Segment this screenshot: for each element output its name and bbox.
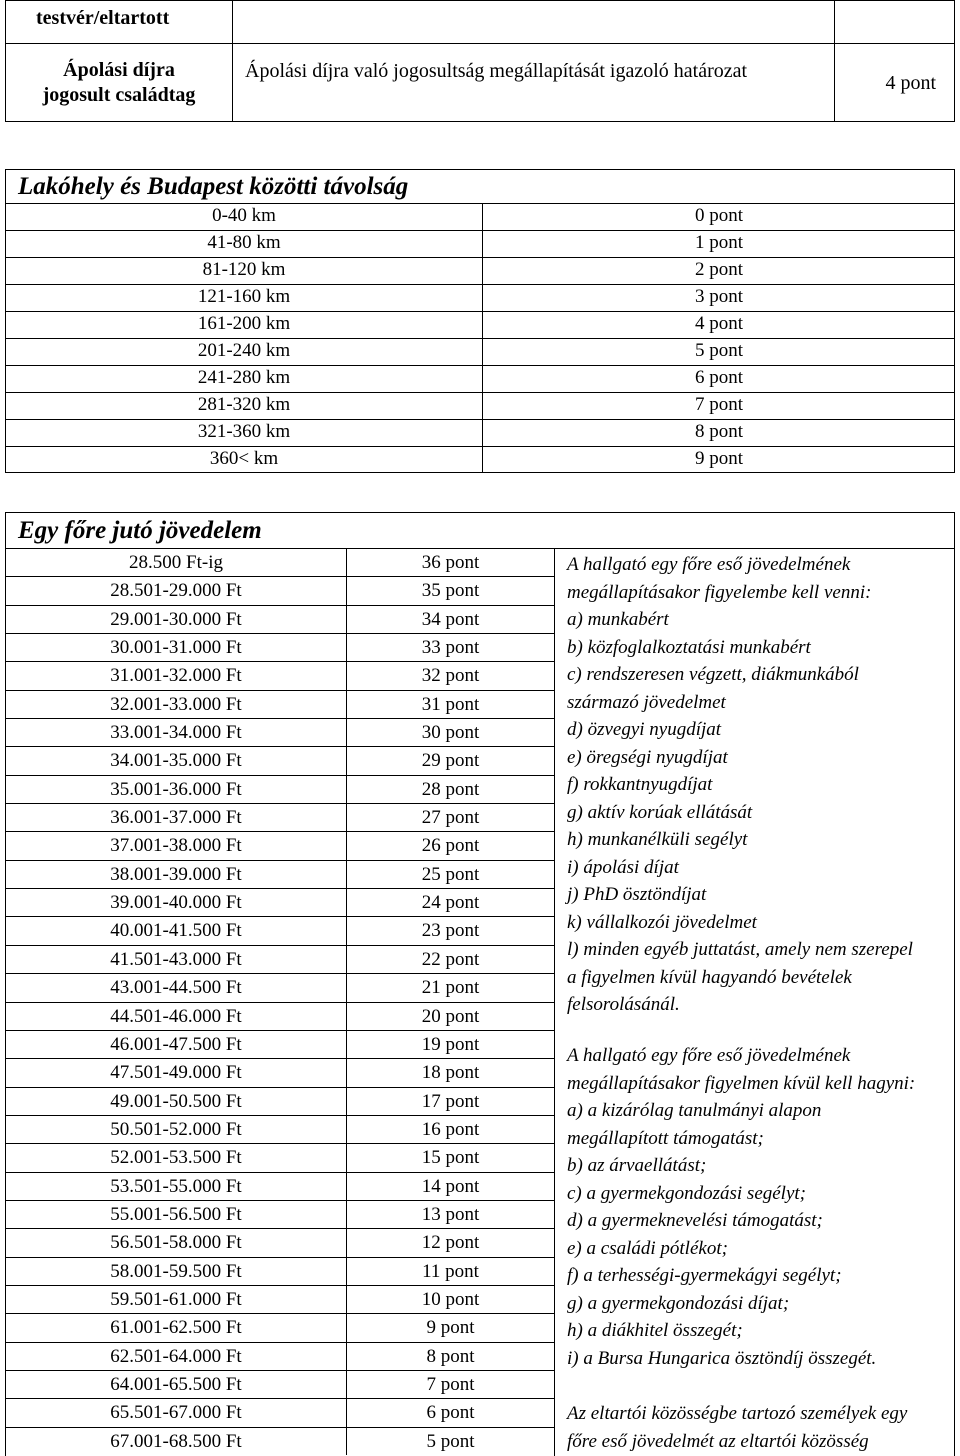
distance-row <box>6 338 954 365</box>
income-rows <box>6 548 554 1455</box>
note-line: i) ápolási díjat <box>567 856 679 878</box>
income-row <box>6 661 554 689</box>
income-points: 14 pont <box>347 1172 554 1200</box>
note-line: d) özvegyi nyugdíjat <box>567 719 722 740</box>
note-line: a) munkabért <box>567 609 669 630</box>
income-title: Egy főre jutó jövedelem <box>18 517 262 544</box>
note-line: felsorolásánál. <box>567 994 680 1015</box>
header-tag: testvér/eltartott <box>36 7 170 29</box>
header-row-top <box>6 1 954 44</box>
income-row <box>6 1342 554 1370</box>
income-range: 58.001-59.500 Ft <box>6 1257 347 1285</box>
income-row <box>6 1087 554 1115</box>
income-range: 40.001-41.500 Ft <box>6 916 347 944</box>
income-range: 33.001-34.000 Ft <box>6 718 347 746</box>
header-category-cell <box>6 44 233 121</box>
note-line: megállapításakor figyelmen kívül kell hagyni: <box>567 1072 916 1094</box>
distance-range: 241-280 km <box>197 367 291 388</box>
income-row <box>6 633 554 661</box>
income-points: 35 pont <box>347 576 554 604</box>
income-points: 15 pont <box>347 1143 554 1171</box>
income-table <box>5 512 955 1456</box>
income-row <box>6 973 554 1001</box>
note-line: származó jövedelmet <box>567 691 726 713</box>
header-description-cell <box>233 44 835 121</box>
distance-range: 121-160 km <box>197 286 291 307</box>
note-line: A hallgató egy főre eső jövedelmének <box>567 554 851 575</box>
distance-points: 9 pont <box>482 447 955 473</box>
income-points: 17 pont <box>347 1087 554 1115</box>
note-line: a) a kizárólag tanulmányi alapon <box>567 1100 822 1121</box>
distance-points: 2 pont <box>482 258 955 284</box>
note-line: h) a diákhitel összegét; <box>567 1320 743 1341</box>
income-row <box>6 1143 554 1171</box>
note-line: k) vállalkozói jövedelmet <box>567 911 757 933</box>
income-points: 27 pont <box>347 803 554 831</box>
distance-table <box>5 169 955 473</box>
income-row <box>6 576 554 604</box>
income-row <box>6 718 554 746</box>
header-empty-cell <box>835 1 954 43</box>
note-line: f) a terhességi-gyermekágyi segélyt; <box>567 1265 842 1286</box>
distance-range: 0-40 km <box>212 205 276 226</box>
note-line: d) a gyermeknevelési támogatást; <box>567 1210 823 1231</box>
note-line: f) rokkantnyugdíjat <box>567 774 713 795</box>
income-points: 20 pont <box>347 1002 554 1030</box>
note-line: j) PhD ösztöndíjat <box>567 884 707 905</box>
income-row <box>6 1285 554 1313</box>
income-range: 31.001-32.000 Ft <box>6 661 347 689</box>
income-points: 33 pont <box>347 633 554 661</box>
distance-range: 201-240 km <box>197 340 291 361</box>
income-row <box>6 1200 554 1228</box>
distance-points: 5 pont <box>482 339 955 365</box>
income-row <box>6 775 554 803</box>
income-range: 64.001-65.500 Ft <box>6 1370 347 1398</box>
income-row <box>6 548 554 576</box>
distance-rows <box>6 203 954 473</box>
income-row <box>6 916 554 944</box>
header-points-cell <box>835 44 954 121</box>
distance-range: 281-320 km <box>197 394 291 415</box>
income-range: 36.001-37.000 Ft <box>6 803 347 831</box>
note-line: A hallgató egy főre eső jövedelmének <box>567 1045 851 1066</box>
header-tag-cell <box>6 1 233 43</box>
income-points: 19 pont <box>347 1030 554 1058</box>
income-range: 52.001-53.500 Ft <box>6 1143 347 1171</box>
income-range: 61.001-62.500 Ft <box>6 1313 347 1341</box>
income-range: 53.501-55.000 Ft <box>6 1172 347 1200</box>
distance-points: 0 pont <box>482 204 955 230</box>
income-points: 22 pont <box>347 945 554 973</box>
distance-title: Lakóhely és Budapest közötti távolság <box>18 173 409 200</box>
note-line: b) közfoglalkoztatási munkabért <box>567 636 811 658</box>
income-range: 67.001-68.500 Ft <box>6 1427 347 1455</box>
note-line: b) az árvaellátást; <box>567 1155 707 1176</box>
note-line: főre eső jövedelmét az eltartói közösség <box>567 1430 869 1452</box>
income-points: 25 pont <box>347 860 554 888</box>
income-range: 39.001-40.000 Ft <box>6 888 347 916</box>
income-points: 26 pont <box>347 831 554 859</box>
income-points: 6 pont <box>347 1398 554 1426</box>
note-line: megállapításakor figyelembe kell venni: <box>567 581 872 603</box>
income-points: 34 pont <box>347 605 554 633</box>
distance-points: 7 pont <box>482 393 955 419</box>
note-line: g) a gyermekgondozási díjat; <box>567 1292 790 1314</box>
header-points: 4 pont <box>885 72 936 94</box>
income-points: 31 pont <box>347 690 554 718</box>
note-line: c) rendszeresen végzett, diákmunkából <box>567 664 859 685</box>
income-range: 50.501-52.000 Ft <box>6 1115 347 1143</box>
distance-row <box>6 311 954 338</box>
income-range: 49.001-50.500 Ft <box>6 1087 347 1115</box>
income-points: 10 pont <box>347 1285 554 1313</box>
income-points: 36 pont <box>347 548 554 576</box>
income-row <box>6 831 554 859</box>
income-range: 32.001-33.000 Ft <box>6 690 347 718</box>
header-row-main <box>6 44 954 121</box>
note-line: c) a gyermekgondozási segélyt; <box>567 1182 807 1204</box>
note-line: i) a Bursa Hungarica ösztöndíj összegét. <box>567 1347 877 1369</box>
income-range: 28.501-29.000 Ft <box>6 576 347 604</box>
income-points: 30 pont <box>347 718 554 746</box>
income-row <box>6 690 554 718</box>
income-range: 28.500 Ft-ig <box>6 548 347 576</box>
distance-row <box>6 230 954 257</box>
income-range: 34.001-35.000 Ft <box>6 746 347 774</box>
income-range: 47.501-49.000 Ft <box>6 1058 347 1086</box>
note-line: Az eltartói közösségbe tartozó személyek egy <box>567 1403 908 1424</box>
income-points: 7 pont <box>347 1370 554 1398</box>
income-points: 21 pont <box>347 973 554 1001</box>
income-range: 56.501-58.000 Ft <box>6 1228 347 1256</box>
income-points: 16 pont <box>347 1115 554 1143</box>
income-row <box>6 888 554 916</box>
income-range: 46.001-47.500 Ft <box>6 1030 347 1058</box>
income-range: 38.001-39.000 Ft <box>6 860 347 888</box>
income-range: 62.501-64.000 Ft <box>6 1342 347 1370</box>
note-line: megállapított támogatást; <box>567 1127 764 1149</box>
income-points: 24 pont <box>347 888 554 916</box>
distance-range: 360< km <box>209 448 279 469</box>
income-range: 41.501-43.000 Ft <box>6 945 347 973</box>
distance-row <box>6 419 954 446</box>
income-row <box>6 803 554 831</box>
income-row <box>6 1115 554 1143</box>
notes-included <box>567 551 948 1019</box>
income-row <box>6 1313 554 1341</box>
income-points: 32 pont <box>347 661 554 689</box>
income-points: 8 pont <box>347 1342 554 1370</box>
distance-row <box>6 392 954 419</box>
header-description: Ápolási díjra való jogosultság megállapítását igazoló határozat <box>245 60 748 82</box>
note-line: e) a családi pótlékot; <box>567 1237 728 1259</box>
income-row <box>6 860 554 888</box>
income-row <box>6 1228 554 1256</box>
distance-range: 161-200 km <box>197 313 291 334</box>
income-points: 29 pont <box>347 746 554 774</box>
distance-range: 321-360 km <box>197 421 291 442</box>
header-empty-cell <box>233 1 835 43</box>
distance-points: 3 pont <box>482 285 955 311</box>
distance-row <box>6 203 954 230</box>
distance-points: 8 pont <box>482 420 955 446</box>
income-points: 28 pont <box>347 775 554 803</box>
income-range: 65.501-67.000 Ft <box>6 1398 347 1426</box>
income-points: 18 pont <box>347 1058 554 1086</box>
income-points: 13 pont <box>347 1200 554 1228</box>
notes-household <box>567 1400 948 1455</box>
income-points: 11 pont <box>347 1257 554 1285</box>
income-row <box>6 605 554 633</box>
distance-row <box>6 365 954 392</box>
income-range: 35.001-36.000 Ft <box>6 775 347 803</box>
income-row <box>6 1427 554 1455</box>
income-row <box>6 1002 554 1030</box>
distance-range: 41-80 km <box>207 232 281 253</box>
income-points: 9 pont <box>347 1313 554 1341</box>
income-points: 5 pont <box>347 1427 554 1455</box>
income-range: 37.001-38.000 Ft <box>6 831 347 859</box>
income-range: 55.001-56.500 Ft <box>6 1200 347 1228</box>
header-category: Ápolási díjra jogosult családtag <box>42 59 196 106</box>
income-row <box>6 1172 554 1200</box>
distance-row <box>6 446 954 473</box>
income-row <box>6 945 554 973</box>
income-row <box>6 1398 554 1426</box>
income-row <box>6 1030 554 1058</box>
income-range: 44.501-46.000 Ft <box>6 1002 347 1030</box>
note-line: a figyelmen kívül hagyandó bevételek <box>567 966 852 988</box>
income-notes-column <box>554 548 954 1456</box>
income-row <box>6 746 554 774</box>
income-row <box>6 1370 554 1398</box>
notes-excluded <box>567 1042 948 1372</box>
income-points: 12 pont <box>347 1228 554 1256</box>
income-range: 59.501-61.000 Ft <box>6 1285 347 1313</box>
note-line: l) minden egyéb juttatást, amely nem szerepel <box>567 939 913 960</box>
distance-range: 81-120 km <box>202 259 286 280</box>
distance-row <box>6 284 954 311</box>
income-range: 30.001-31.000 Ft <box>6 633 347 661</box>
distance-points: 6 pont <box>482 366 955 392</box>
header-table <box>5 0 955 122</box>
income-row <box>6 1257 554 1285</box>
income-range: 29.001-30.000 Ft <box>6 605 347 633</box>
distance-points: 1 pont <box>482 231 955 257</box>
distance-points: 4 pont <box>482 312 955 338</box>
note-line: h) munkanélküli segélyt <box>567 829 748 850</box>
income-row <box>6 1058 554 1086</box>
note-line: e) öregségi nyugdíjat <box>567 746 728 768</box>
income-range: 43.001-44.500 Ft <box>6 973 347 1001</box>
distance-row <box>6 257 954 284</box>
income-points: 23 pont <box>347 916 554 944</box>
note-line: g) aktív korúak ellátását <box>567 801 753 823</box>
